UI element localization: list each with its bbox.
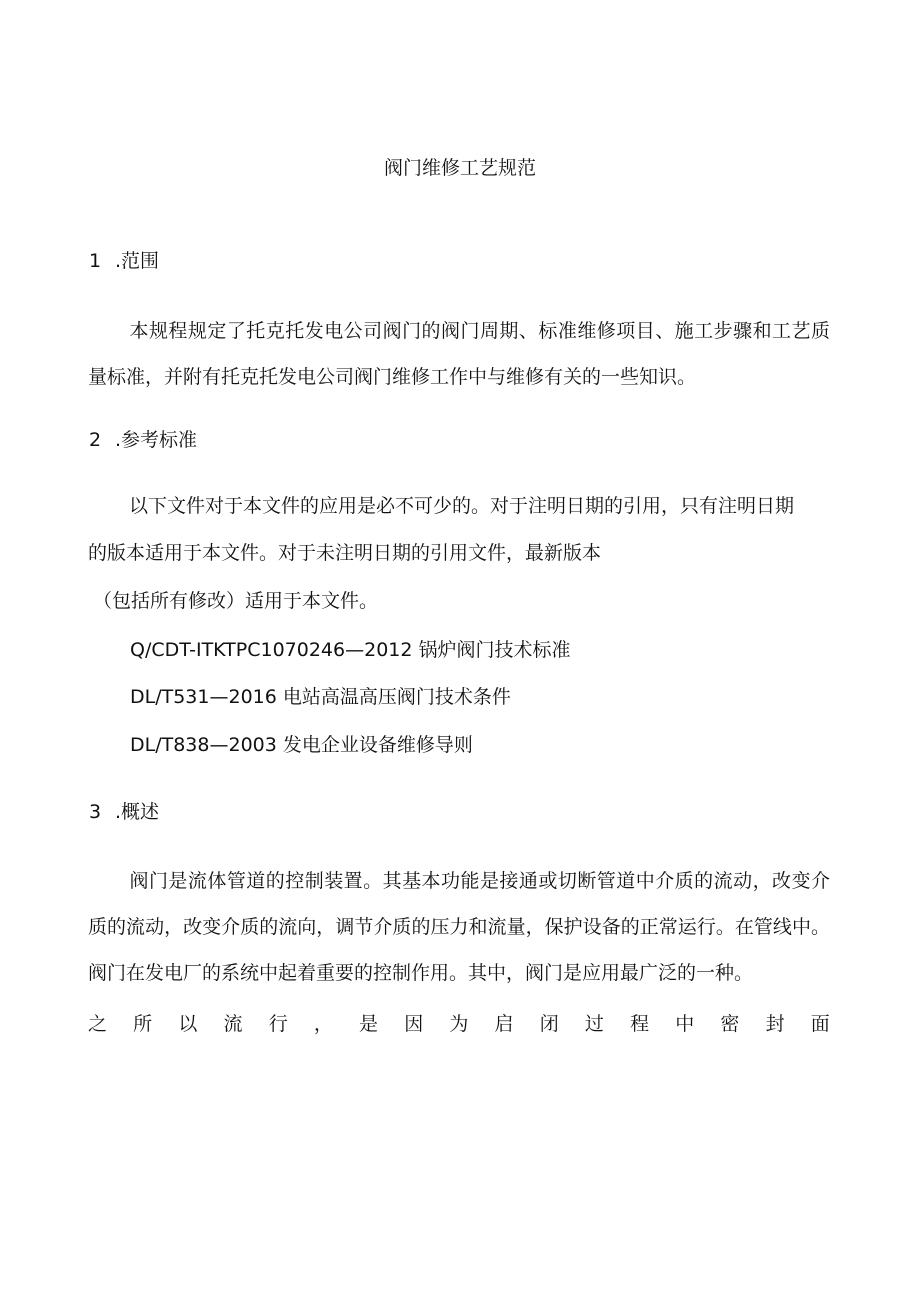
section-3-heading bbox=[89, 797, 159, 827]
section-1-paragraph bbox=[88, 308, 830, 400]
char: 行 bbox=[268, 1013, 288, 1035]
section-2-heading bbox=[89, 425, 197, 455]
reference-item: Q/CDT-ITKTPC1070246—2012 锅炉阀门技术标准 bbox=[130, 639, 571, 661]
char: 面 bbox=[810, 1013, 830, 1035]
char: ， bbox=[313, 1013, 333, 1035]
char: 所 bbox=[133, 1013, 153, 1035]
section-title: .参考标准 bbox=[115, 429, 198, 451]
reference-item: DL/T531—2016 电站高温高压阀门技术条件 bbox=[130, 686, 511, 708]
paragraph-text: 阀门是流体管道的控制装置。其基本功能是接通或切断管道中介质的流动，改变介质的流动，改变介质的流向，调节介质的压力和流量，保护设备的正常运行。在管线中。阀门在发电厂的系统中起着重要的控制作用。其中，阀门是应用最广泛的一种。 bbox=[88, 870, 830, 984]
char: 密 bbox=[720, 1013, 740, 1035]
section-2-paragraph-line-3: （包括所有修改）适用于本文件。 bbox=[93, 590, 379, 612]
char: 中 bbox=[675, 1013, 695, 1035]
char: 是 bbox=[359, 1013, 379, 1035]
char: 流 bbox=[223, 1013, 243, 1035]
section-title: .概述 bbox=[115, 801, 160, 823]
paragraph-text: 以下文件对于本文件的应用是必不可少的。对于注明日期的引用，只有注明日期 bbox=[129, 495, 795, 517]
paragraph-text: 本规程规定了托克托发电公司阀门的阀门周期、标准维修项目、施工步骤和工艺质量标准，并附有托克托发电公司阀门维修工作中与维修有关的一些知识。 bbox=[88, 320, 830, 388]
section-3-paragraph bbox=[88, 858, 830, 996]
section-number: 1 bbox=[89, 250, 102, 272]
section-number: 2 bbox=[89, 429, 102, 451]
char: 过 bbox=[584, 1013, 604, 1035]
char: 闭 bbox=[539, 1013, 559, 1035]
section-2-paragraph-line-1 bbox=[88, 491, 830, 521]
char: 为 bbox=[449, 1013, 469, 1035]
char: 封 bbox=[765, 1013, 785, 1035]
document-title: 阀门维修工艺规范 bbox=[383, 157, 536, 179]
char: 启 bbox=[494, 1013, 514, 1035]
char: 以 bbox=[178, 1013, 198, 1035]
char: 程 bbox=[630, 1013, 650, 1035]
section-1-heading bbox=[89, 246, 159, 276]
section-number: 3 bbox=[89, 801, 102, 823]
char: 之 bbox=[88, 1013, 108, 1035]
reference-item: DL/T838—2003 发电企业设备维修导则 bbox=[130, 734, 473, 756]
char: 因 bbox=[404, 1013, 424, 1035]
section-2-paragraph-line-2: 的版本适用于本文件。对于未注明日期的引用文件，最新版本 bbox=[88, 542, 602, 564]
section-title: .范围 bbox=[115, 250, 160, 272]
section-3-last-line bbox=[88, 1009, 830, 1039]
